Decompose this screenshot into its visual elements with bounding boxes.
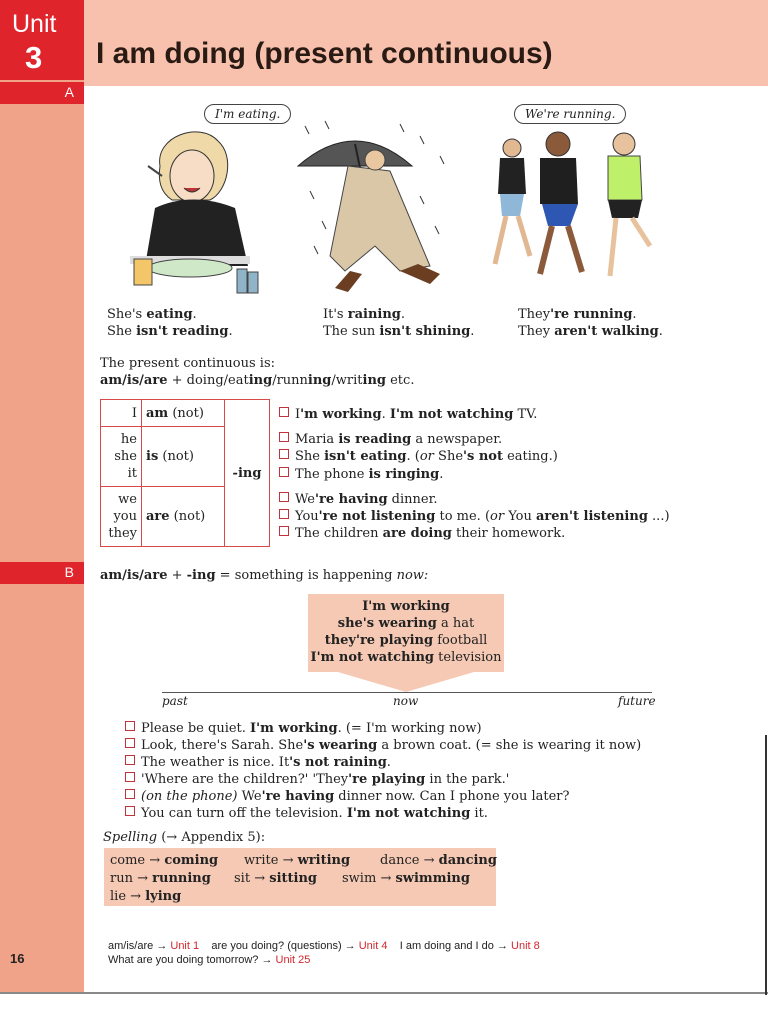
example-text: . (= I'm working now) — [337, 721, 482, 736]
arrow-icon: → — [261, 954, 273, 966]
formula-text: + doing/eat — [167, 373, 249, 388]
caption-bold: raining — [347, 307, 401, 322]
woman-eating-illustration — [130, 132, 258, 293]
spelling-to: swimming — [395, 871, 470, 886]
bottom-rule — [0, 992, 768, 994]
checkbox-bullet-icon — [279, 432, 289, 442]
verb-note: (not) — [158, 449, 194, 464]
example-text: TV. — [513, 407, 538, 422]
xref-link-unit-4[interactable]: Unit 4 — [358, 940, 388, 952]
conjugation-table — [100, 399, 270, 547]
verb-bold: are — [146, 509, 170, 524]
example-item — [279, 448, 558, 465]
caption-bold: isn't reading — [136, 324, 229, 339]
example-text: You — [504, 509, 536, 524]
spelling-label — [103, 829, 265, 846]
rule-text: = something is happening — [215, 568, 397, 583]
pronoun-cell: we you they — [101, 487, 142, 547]
cross-reference-line-1 — [108, 940, 540, 952]
formula-text: /writ — [331, 373, 363, 388]
left-margin-strip — [0, 0, 84, 992]
rule-text: + — [167, 568, 187, 583]
speech-bubble-running: We're running. — [514, 104, 626, 124]
runners-illustration — [495, 132, 650, 276]
example-bold: isn't eating — [324, 449, 407, 464]
now-arrow-icon — [338, 672, 474, 692]
caption-bold: 're running — [550, 307, 633, 322]
example-bold: I'm working — [250, 721, 338, 736]
example-text: dinner now. Can I phone you later? — [334, 789, 570, 804]
verb-cell — [142, 487, 225, 547]
verb-bold: am — [146, 405, 169, 421]
table-row — [101, 400, 270, 427]
checkbox-bullet-icon — [125, 721, 135, 731]
section-tab-b — [0, 562, 84, 584]
example-text: their homework. — [451, 526, 566, 541]
spelling-from: write — [244, 853, 279, 868]
checkbox-bullet-icon — [125, 772, 135, 782]
spelling-text: (→ Appendix 5): — [157, 830, 266, 845]
example-bold: is reading — [338, 432, 412, 447]
checkbox-bullet-icon — [279, 526, 289, 536]
example-text: You — [295, 509, 319, 524]
example-text: We — [237, 789, 262, 804]
example-bold: aren't listening — [536, 509, 648, 524]
example-item — [279, 431, 502, 448]
example-bold: 'm working — [300, 407, 382, 422]
checkbox-bullet-icon — [279, 492, 289, 502]
verb-cell — [142, 400, 225, 427]
caption-eating — [107, 306, 233, 340]
example-bold: 're having — [261, 789, 335, 804]
now-text: football — [433, 633, 488, 648]
checkbox-bullet-icon — [125, 738, 135, 748]
example-item — [279, 466, 443, 483]
intro-formula — [100, 373, 414, 388]
caption-text: They — [518, 307, 551, 322]
example-text: She — [295, 449, 325, 464]
example-text: a newspaper. — [411, 432, 503, 447]
example-italic: (on the phone) — [141, 789, 238, 804]
caption-bold: eating — [146, 307, 193, 322]
example-text: . — [386, 755, 391, 770]
now-line — [308, 598, 504, 615]
now-panel — [308, 594, 504, 672]
verb-note: (not) — [169, 509, 206, 524]
formula-text: /runn — [272, 373, 308, 388]
xref-text: are you doing? (questions) — [211, 940, 342, 952]
verb-bold: is — [146, 449, 159, 464]
spelling-item — [380, 853, 497, 868]
example-text: it. — [470, 806, 488, 821]
example-text: Maria — [295, 432, 339, 447]
example-bold: 're having — [315, 492, 388, 507]
caption-text: The sun — [323, 324, 380, 339]
caption-text: She's — [107, 307, 147, 322]
example-bold: 's not — [463, 449, 503, 464]
caption-text: . — [192, 307, 197, 322]
example-text: The phone — [295, 467, 369, 482]
example-bold: 're playing — [348, 772, 426, 787]
arrow-icon: → — [149, 853, 161, 868]
example-text: eating.) — [502, 449, 558, 464]
caption-text: . — [470, 324, 475, 339]
caption-bold: isn't shining — [379, 324, 471, 339]
spelling-to: running — [152, 871, 211, 886]
caption-text: . — [658, 324, 663, 339]
ing-suffix-cell: -ing — [225, 400, 270, 547]
xref-link-unit-8[interactable]: Unit 8 — [511, 940, 540, 952]
spelling-item — [110, 853, 218, 868]
example-item — [125, 788, 570, 805]
speech-bubble-eating: I'm eating. — [204, 104, 291, 124]
caption-raining — [323, 306, 474, 340]
example-bold: is ringing — [368, 467, 440, 482]
spelling-item — [244, 853, 350, 868]
example-text: I — [295, 407, 301, 422]
spelling-item — [110, 871, 211, 886]
formula-bold: ing — [307, 373, 332, 388]
formula-text: etc. — [385, 373, 415, 388]
example-italic: or — [419, 449, 434, 464]
example-text: We — [295, 492, 315, 507]
right-rule — [765, 735, 767, 995]
caption-text: They — [518, 324, 555, 339]
caption-text: . — [632, 307, 637, 322]
now-text: television — [434, 650, 502, 665]
example-item — [125, 720, 482, 737]
example-bold: I'm not watching — [389, 407, 514, 422]
checkbox-bullet-icon — [279, 467, 289, 477]
example-text: . — [381, 407, 390, 422]
xref-text: What are you doing tomorrow? — [108, 954, 259, 966]
arrow-icon: → — [496, 940, 508, 952]
now-line — [308, 649, 504, 666]
example-text: to me. ( — [435, 509, 491, 524]
example-item — [125, 805, 488, 822]
spelling-to: writing — [297, 853, 351, 868]
example-bold: 's wearing — [303, 738, 378, 753]
formula-bold: ing — [362, 373, 386, 388]
example-text: 'Where are the children?' 'They — [141, 772, 349, 787]
now-bold: I'm working — [362, 599, 450, 614]
timeline-past: past — [162, 694, 188, 708]
arrow-icon: → — [423, 853, 435, 868]
spelling-from: run — [110, 871, 133, 886]
example-text: The weather is nice. It — [141, 755, 290, 770]
section-letter-b: B — [64, 564, 74, 580]
example-text: Look, there's Sarah. She — [141, 738, 304, 753]
arrow-icon: → — [130, 889, 142, 904]
now-bold: she's wearing — [337, 616, 437, 631]
example-italic: or — [490, 509, 505, 524]
spelling-to: coming — [164, 853, 219, 868]
example-item — [279, 491, 438, 508]
checkbox-bullet-icon — [125, 789, 135, 799]
spelling-from: swim — [342, 871, 377, 886]
arrow-icon: → — [344, 940, 356, 952]
example-text: a brown coat. (= she is wearing it now) — [377, 738, 642, 753]
caption-text: . — [228, 324, 233, 339]
checkbox-bullet-icon — [279, 509, 289, 519]
unit-label: Unit — [12, 10, 57, 38]
example-item — [125, 771, 509, 788]
example-item — [279, 508, 670, 525]
rule-bold: -ing — [186, 568, 216, 583]
example-text: in the park.' — [425, 772, 510, 787]
arrow-icon: → — [254, 871, 266, 886]
spelling-box — [104, 848, 496, 906]
now-line — [308, 632, 504, 649]
checkbox-bullet-icon — [125, 806, 135, 816]
caption-text: It's — [323, 307, 348, 322]
arrow-icon: → — [282, 853, 294, 868]
unit-number: 3 — [25, 40, 43, 75]
section-tab-a — [0, 82, 84, 104]
caption-bold: aren't walking — [554, 324, 659, 339]
checkbox-bullet-icon — [279, 449, 289, 459]
formula-bold: am/is/are — [100, 373, 168, 388]
arrow-icon: → — [156, 940, 168, 952]
checkbox-bullet-icon — [125, 755, 135, 765]
section-letter-a: A — [64, 84, 74, 100]
spelling-italic: Spelling — [103, 830, 158, 845]
arrow-icon: → — [380, 871, 392, 886]
example-item — [279, 406, 537, 423]
xref-link-unit-25[interactable]: Unit 25 — [275, 954, 311, 966]
caption-text: She — [107, 324, 137, 339]
spelling-from: dance — [380, 853, 420, 868]
spelling-from: come — [110, 853, 146, 868]
example-item — [125, 737, 641, 754]
arrow-icon: → — [137, 871, 149, 886]
verb-cell — [142, 427, 225, 487]
timeline-line — [162, 692, 652, 693]
example-bold: 're not listening — [318, 509, 436, 524]
spelling-item — [110, 889, 181, 904]
caption-running — [518, 306, 663, 340]
page-number: 16 — [10, 951, 25, 966]
section-b-rule — [100, 567, 428, 584]
spelling-from: sit — [234, 871, 251, 886]
verb-note: (not) — [168, 405, 204, 421]
checkbox-bullet-icon — [279, 407, 289, 417]
example-text: You can turn off the television. — [141, 806, 347, 821]
caption-text: . — [400, 307, 406, 322]
now-bold: they're playing — [324, 633, 434, 648]
now-line — [308, 615, 504, 632]
formula-bold: ing — [248, 373, 273, 388]
example-bold: I'm not watching — [346, 806, 471, 821]
example-bold: are doing — [382, 526, 452, 541]
example-bold: 's not raining — [289, 755, 387, 770]
timeline-now: now — [393, 694, 419, 708]
example-text: . — [439, 467, 444, 482]
xref-text: I am doing and I do — [399, 940, 494, 952]
rule-bold: am/is/are — [100, 568, 168, 583]
cross-reference-line-2 — [108, 954, 310, 966]
example-text: The children — [295, 526, 383, 541]
example-text: dinner. — [387, 492, 438, 507]
now-text: a hat — [436, 616, 475, 631]
pronoun-cell: I — [101, 400, 142, 427]
spelling-item — [342, 871, 470, 886]
unit-badge — [0, 0, 84, 80]
pronoun-cell: he she it — [101, 427, 142, 487]
spelling-to: lying — [145, 889, 182, 904]
spelling-item — [234, 871, 317, 886]
rule-italic: now: — [396, 568, 429, 583]
spelling-from: lie — [110, 889, 127, 904]
man-in-rain-illustration — [298, 121, 444, 292]
now-bold: I'm not watching — [310, 650, 435, 665]
intro-line: The present continuous is: — [100, 356, 276, 371]
example-item — [279, 525, 565, 542]
example-text: She — [433, 449, 464, 464]
xref-text: am/is/are — [108, 940, 154, 952]
example-text: . ( — [406, 449, 420, 464]
spelling-to: dancing — [438, 853, 497, 868]
page-title: I am doing (present continuous) — [96, 37, 553, 70]
timeline-future: future — [618, 694, 656, 708]
example-text: ...) — [647, 509, 670, 524]
spelling-to: sitting — [269, 871, 317, 886]
example-text: Please be quiet. — [141, 721, 251, 736]
example-item — [125, 754, 391, 771]
xref-link-unit-1[interactable]: Unit 1 — [170, 940, 200, 952]
